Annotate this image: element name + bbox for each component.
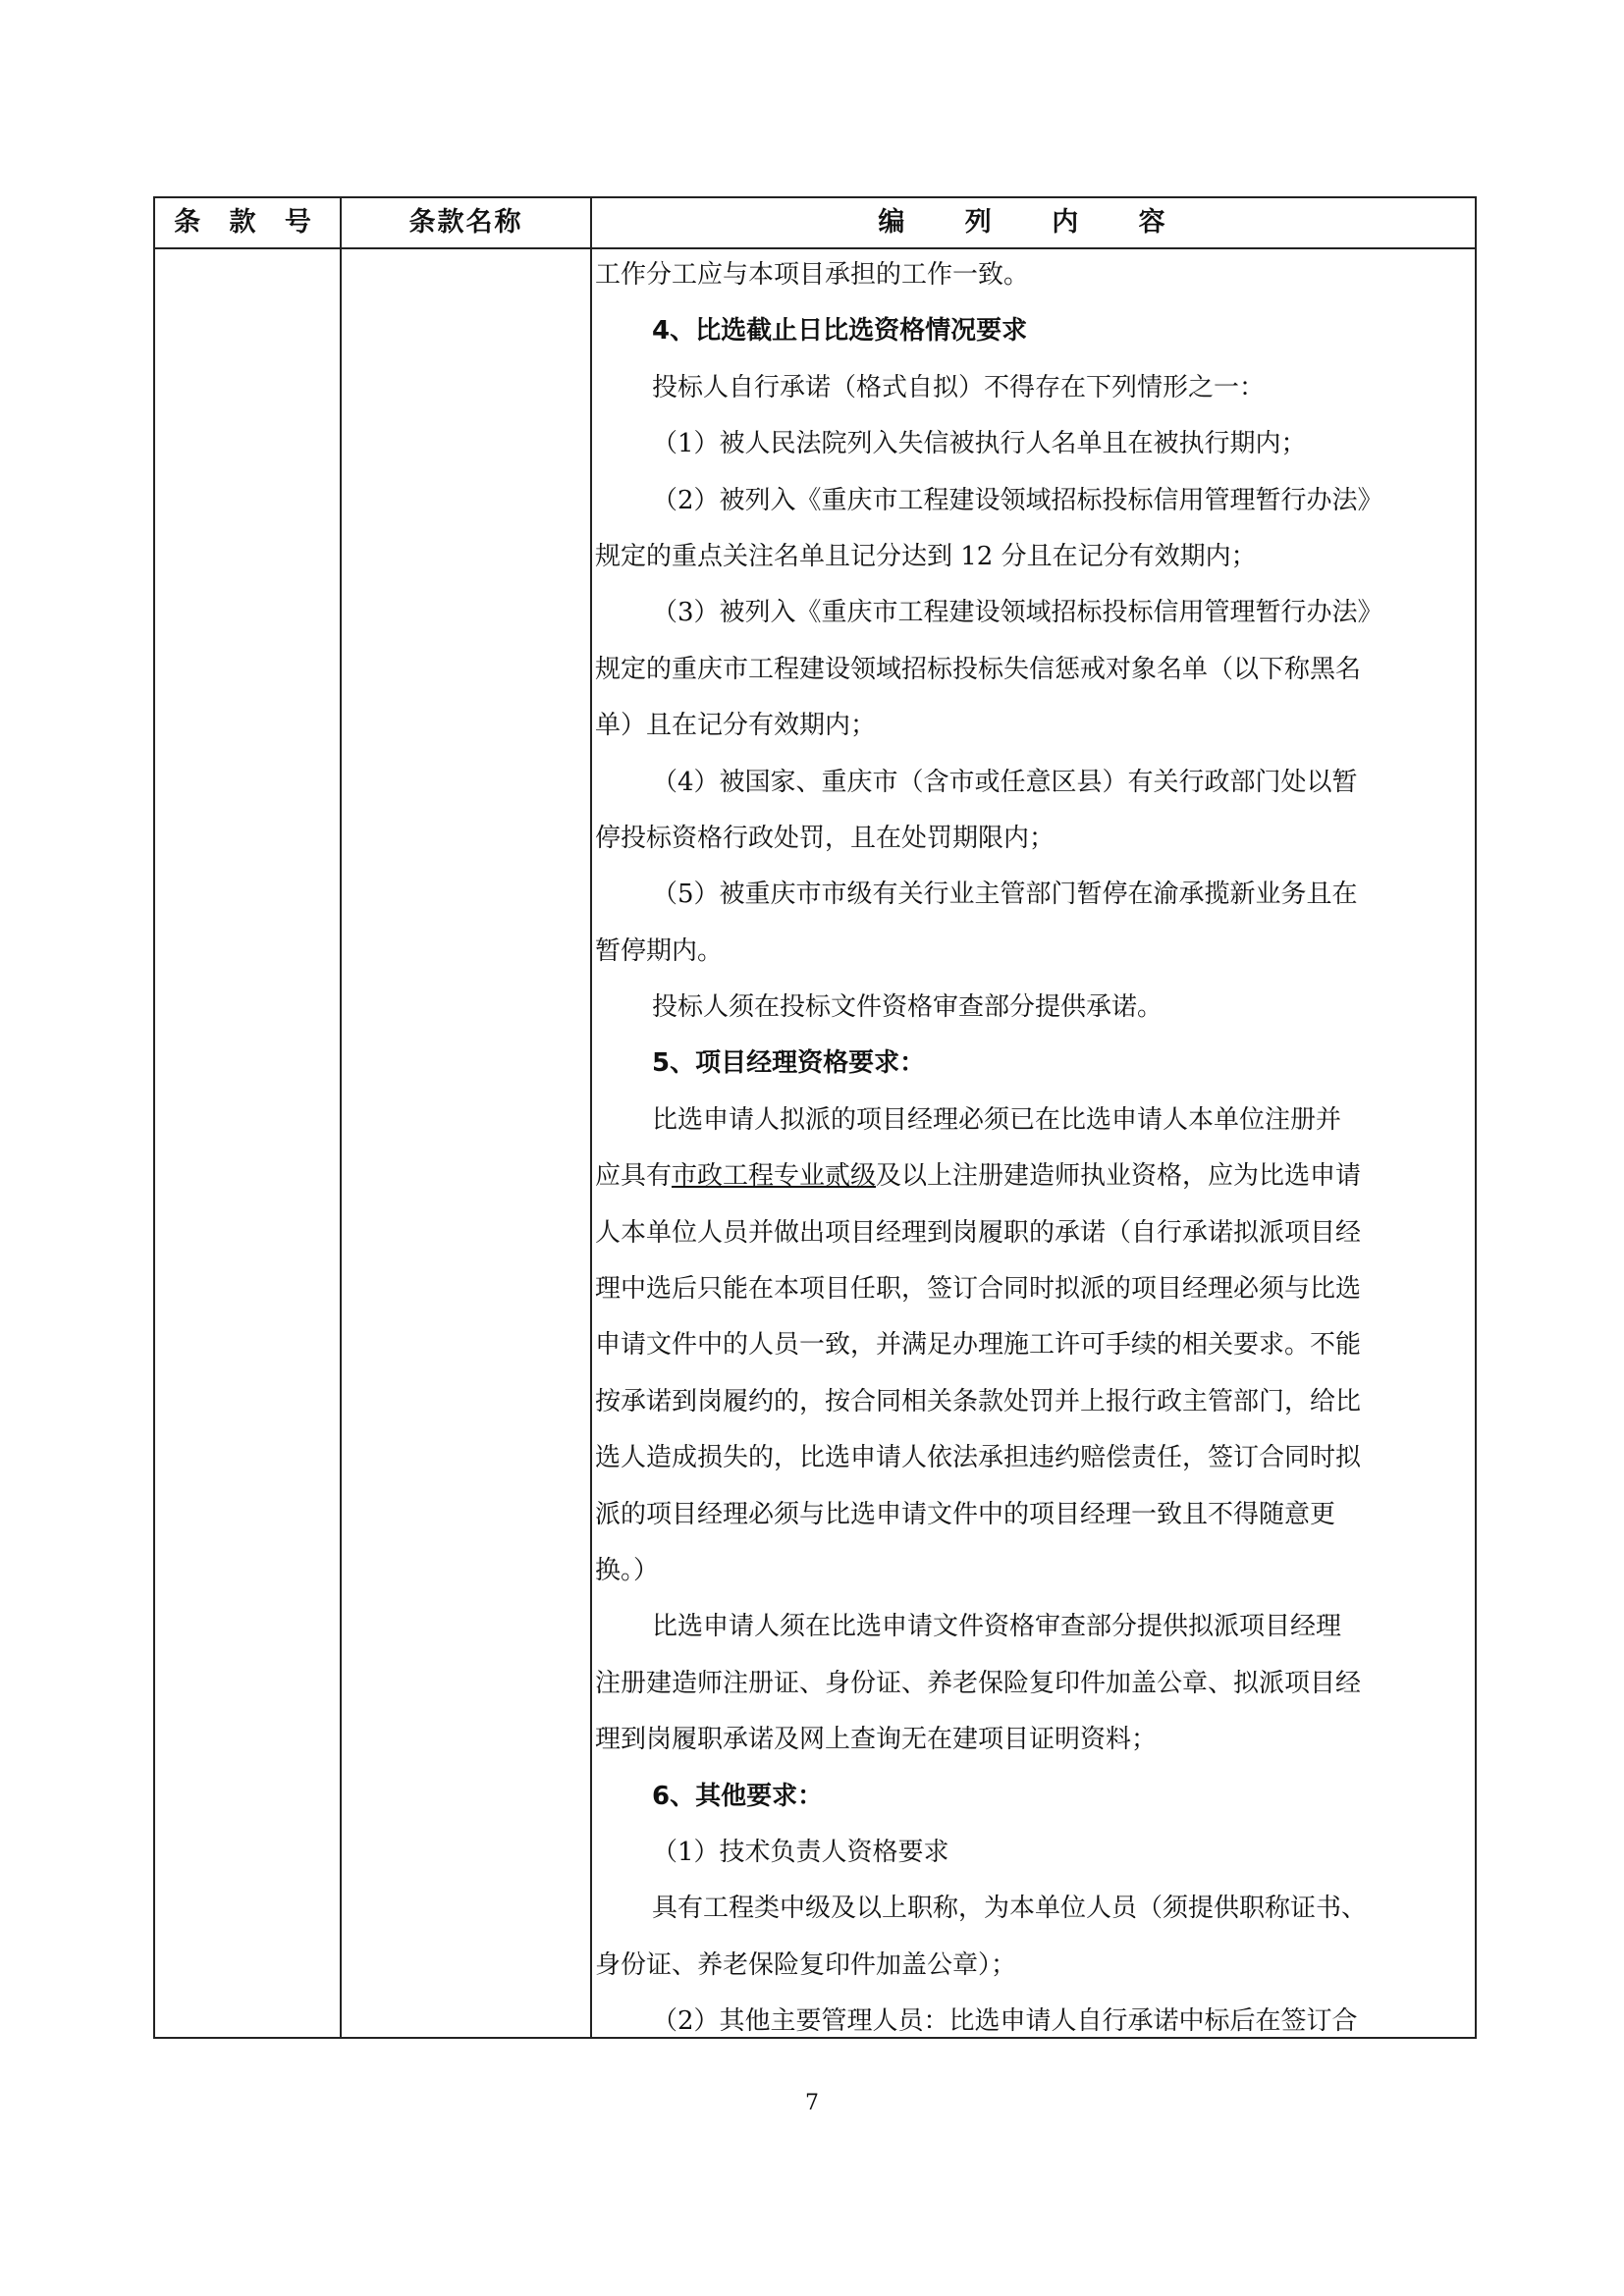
text-line: 单）且在记分有效期内； [595,711,877,741]
content-cell [595,247,1465,2051]
text-line: 规定的重点关注名单且记分达到 12 分且在记分有效期内； [595,541,1257,571]
text-line: 比选申请人拟派的项目经理必须已在比选申请人本单位注册并 [652,1104,1342,1135]
text-line: 理中选后只能在本项目任职，签订合同时拟派的项目经理必须与比选 [595,1274,1362,1305]
text-line: （3）被列入《重庆市工程建设领域招标投标信用管理暂行办法》 [652,598,1383,628]
column-divider-2 [590,198,592,2037]
page-number: 7 [805,2091,819,2115]
section-heading-4: 4、比选截止日比选资格情况要求 [652,316,1028,347]
text-line: 按承诺到岗履约的，按合同相关条款处罚并上报行政主管部门，给比 [595,1386,1362,1416]
text-line: （4）被国家、重庆市（含市或任意区县）有关行政部门处以暂 [652,767,1358,797]
text-line: （2）其他主要管理人员：比选申请人自行承诺中标后在签订合 [652,2006,1358,2037]
text-line: 停投标资格行政处罚，且在处罚期限内； [595,823,1056,853]
text-line: 理到岗履职承诺及网上查询无在建项目证明资料； [595,1725,1158,1755]
text-line: （5）被重庆市市级有关行业主管部门暂停在渝承揽新业务且在 [652,880,1358,910]
text-line: 投标人自行承诺（格式自拟）不得存在下列情形之一： [652,372,1266,402]
underlined-qualification: 市政工程专业贰级 [672,1161,877,1192]
text-line: （2）被列入《重庆市工程建设领域招标投标信用管理暂行办法》 [652,485,1383,515]
section-heading-5: 5、项目经理资格要求： [652,1048,926,1079]
text-line: 具有工程类中级及以上职称，为本单位人员（须提供职称证书、 [652,1894,1368,1924]
header-clause-name: 条款名称 [408,207,523,238]
text-line: 比选申请人须在比选申请文件资格审查部分提供拟派项目经理 [652,1612,1342,1642]
header-content: 编 列 内 容 [878,207,1191,238]
text-line: 暂停期内。 [595,935,724,966]
table-header-row [155,198,1475,249]
text-segment: 及以上注册建造师执业资格，应为比选申请 [876,1161,1362,1192]
text-line-with-underline [595,1148,1465,1204]
text-line: 投标人须在投标文件资格审查部分提供承诺。 [652,992,1164,1023]
section-heading-6: 6、其他要求： [652,1781,824,1811]
text-line: （1）技术负责人资格要求 [652,1837,949,1867]
text-line: 身份证、养老保险复印件加盖公章）； [595,1949,1017,1980]
text-segment: 应具有 [595,1161,673,1192]
text-line: 人本单位人员并做出项目经理到岗履职的承诺（自行承诺拟派项目经 [595,1217,1362,1248]
header-clause-no: 条 款 号 [174,207,321,238]
column-divider-1 [340,198,342,2037]
text-line: 规定的重庆市工程建设领域招标投标失信惩戒对象名单（以下称黑名 [595,654,1362,684]
text-line: 换。） [595,1555,660,1585]
text-line: 申请文件中的人员一致，并满足办理施工许可手续的相关要求。不能 [595,1330,1362,1361]
text-line: 派的项目经理必须与比选申请文件中的项目经理一致且不得随意更 [595,1499,1336,1529]
text-line: 注册建造师注册证、身份证、养老保险复印件加盖公章、拟派项目经 [595,1668,1362,1698]
text-line: 选人造成损失的，比选申请人依法承担违约赔偿责任，签订合同时拟 [595,1443,1362,1473]
text-line: （1）被人民法院列入失信被执行人名单且在被执行期内； [652,429,1307,459]
text-line: 工作分工应与本项目承担的工作一致。 [595,260,1030,290]
